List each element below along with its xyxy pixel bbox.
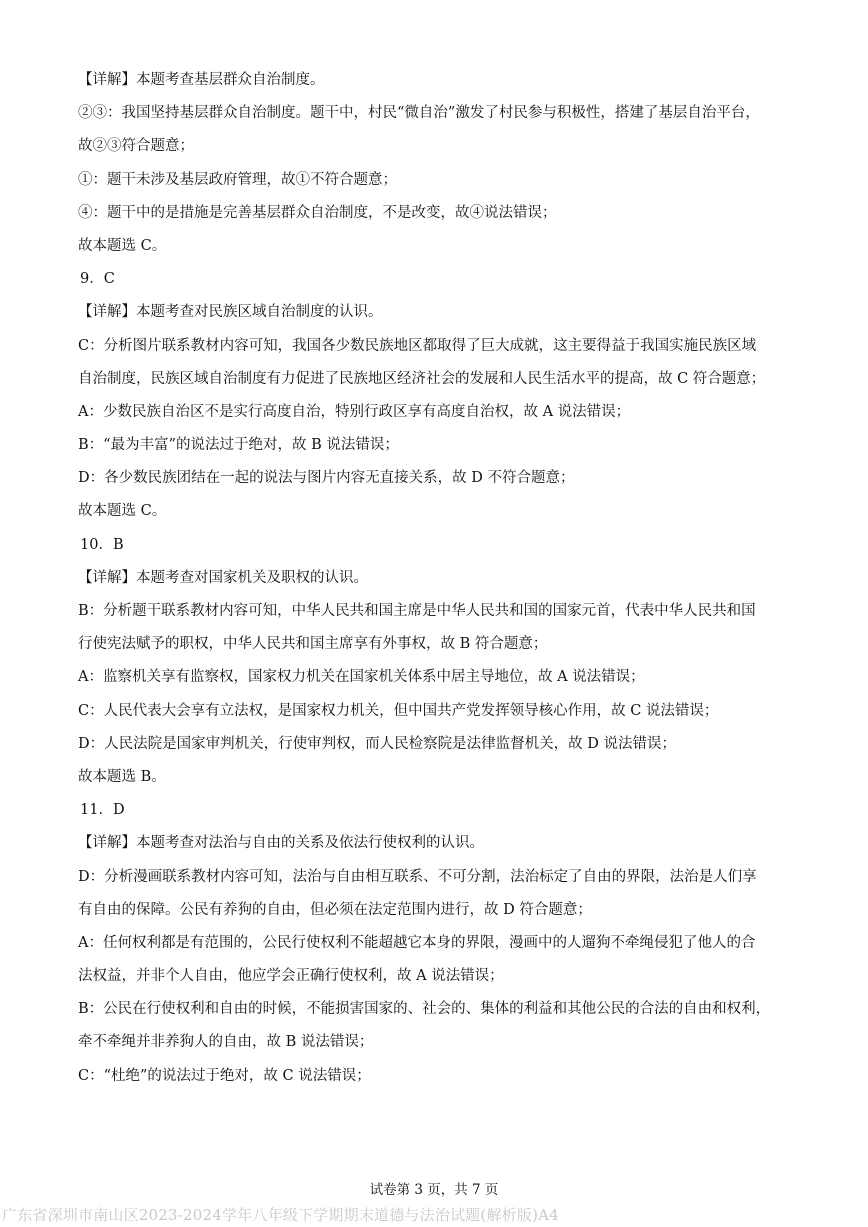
text-line: 有自由的保障。公民有养狗的自由，但必须在法定范围内进行，故 D 符合题意； [78, 901, 592, 918]
text-line: 故本题选 C。 [78, 237, 167, 254]
page-footer: 试卷第 3 页，共 7 页 [369, 1182, 499, 1198]
text-line: 【详解】本题考查对民族区域自治制度的认识。 [78, 304, 383, 321]
text-line: B：公民在行使权利和自由的时候，不能损害国家的、社会的、集体的利益和其他公民的合法的自由和权利， [78, 1001, 771, 1018]
question-number: 10．B [80, 536, 124, 553]
text-line: C：人民代表大会享有立法权，是国家权力机关，但中国共产党发挥领导核心作用，故 C 说法错误； [78, 702, 719, 719]
text-line: 【详解】本题考查对国家机关及职权的认识。 [78, 569, 368, 586]
document-body [78, 70, 806, 1099]
text-line: A：监察机关享有监察权，国家权力机关在国家机关体系中居主导地位，故 A 说法错误； [78, 669, 645, 686]
text-line: 牵不牵绳并非养狗人的自由，故 B 说法错误； [78, 1034, 374, 1051]
text-line: C：分析图片联系教材内容可知，我国各少数民族地区都取得了巨大成就，这主要得益于我国实施民族区域 [78, 337, 757, 354]
text-line: 【详解】本题考查基层群众自治制度。 [78, 72, 325, 88]
text-line: A：少数民族自治区不是实行高度自治，特别行政区享有高度自治权，故 A 说法错误； [78, 403, 631, 420]
watermark-text: 广东省深圳市南山区2023-2024学年八年级下学期期末道德与法治试题(解析版)A4 [2, 1206, 559, 1224]
text-line: 【详解】本题考查对法治与自由的关系及依法行使权利的认识。 [78, 835, 484, 852]
text-line: D：分析漫画联系教材内容可知，法治与自由相互联系、不可分割，法治标定了自由的界限，法治是人们享 [78, 868, 757, 885]
text-line: 法权益，并非个人自由，他应学会正确行使权利，故 A 说法错误； [78, 968, 504, 985]
text-line: D：人民法院是国家审判机关，行使审判权，而人民检察院是法律监督机关，故 D 说法错误； [78, 735, 676, 752]
text-line: D：各少数民族团结在一起的说法与图片内容无直接关系，故 D 不符合题意； [78, 470, 575, 487]
question-number: 11．D [80, 802, 125, 819]
text-line: B：“最为丰富”的说法过于绝对，故 B 说法错误； [78, 437, 399, 454]
text-line: C：“杜绝”的说法过于绝对，故 C 说法错误； [78, 1067, 371, 1084]
text-line: 行使宪法赋予的职权，中华人民共和国主席享有外事权，故 B 符合题意； [78, 636, 548, 653]
text-line: 自治制度，民族区域自治制度有力促进了民族地区经济社会的发展和人民生活水平的提高，故 C 符合题意； [78, 370, 766, 387]
text-line: ④：题干中的是措施是完善基层群众自治制度，不是改变，故④说法错误； [78, 204, 557, 221]
text-line: ①：题干未涉及基层政府管理，故①不符合题意； [78, 171, 397, 188]
text-line: A：任何权利都是有范围的，公民行使权利不能超越它本身的界限，漫画中的人遛狗不牵绳侵犯了他人的合 [78, 934, 756, 951]
text-line: 故本题选 C。 [78, 503, 167, 520]
text-line: ②③：我国坚持基层群众自治制度。题干中，村民“微自治”激发了村民参与积极性，搭建了基层自治平台， [78, 105, 760, 122]
question-number: 9．C [80, 271, 115, 288]
text-line: 故②③符合题意； [78, 138, 194, 155]
text-line: B：分析题干联系教材内容可知，中华人民共和国主席是中华人民共和国的国家元首，代表中华人民共和国 [78, 603, 756, 619]
text-line: 故本题选 B。 [78, 768, 166, 785]
